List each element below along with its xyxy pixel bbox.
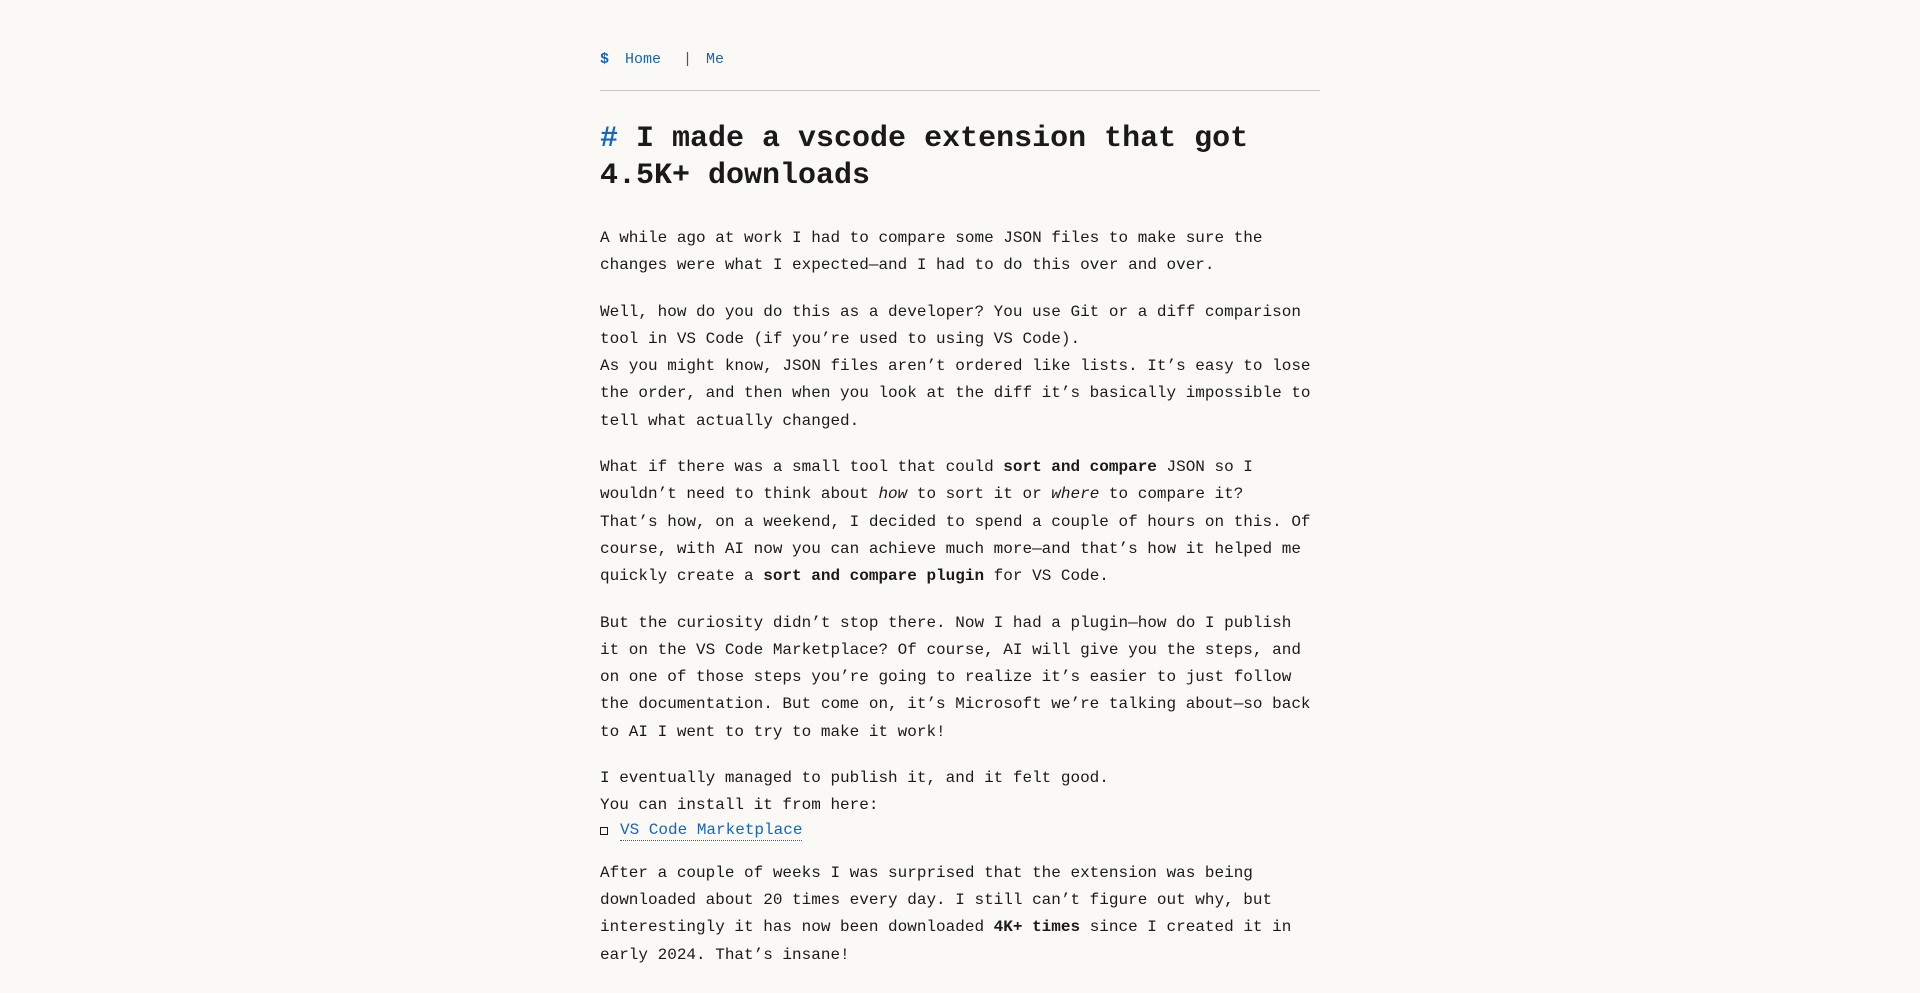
paragraph-diff-line2: As you might know, JSON files aren’t ordered like lists. It’s easy to lose the order, and then when you look at the diff it’s basically impossible to tell what actually changed. [600, 357, 1311, 430]
text-span: After a couple of weeks I was surprised that the extension was being downloaded about 20 times every day. I still can’t figure out why, but interestingly it has now been downloaded [600, 863, 1273, 937]
bold-text: 4K+ times [993, 918, 1081, 937]
italic-text: how [878, 485, 908, 504]
text-span: since I created it in early 2024. That’s insane! [600, 918, 1292, 964]
paragraph-diff [600, 299, 1320, 435]
nav-me-link[interactable]: Me [706, 51, 725, 68]
paragraph-publish: But the curiosity didn’t stop there. Now I had a plugin—how do I publish it on the VS Code Marketplace? Of course, AI will give you the steps, and on one of those steps you’re going to realize it’s easier to just follow the documentation. But come on, it’s Microsoft we’re talking about—so back to AI I went to try to make it work! [600, 613, 1311, 741]
title-text: I made a vscode extension that got 4.5K+ downloads [600, 122, 1249, 193]
article-title [600, 121, 1320, 195]
nav-home-link[interactable]: Home [625, 51, 662, 68]
header-divider [600, 90, 1320, 91]
text-span: What if there was a small tool that could [600, 458, 1004, 477]
paragraph-install-line2: You can install it from here: [600, 796, 879, 815]
marketplace-link[interactable]: VS Code Marketplace [620, 820, 803, 839]
paragraph-intro: A while ago at work I had to compare some JSON files to make sure the changes were what I expected—and I had to do this over and over. [600, 229, 1263, 275]
italic-text: where [1051, 485, 1100, 504]
top-nav [600, 50, 1320, 70]
text-span: to sort it or [907, 485, 1052, 504]
text-span: to compare it? [1099, 485, 1244, 504]
text-span: JSON so I wouldn’t need to think about [600, 458, 1253, 504]
bullet-square-icon [600, 827, 608, 835]
list-item [600, 820, 1320, 841]
title-hash: # [600, 122, 619, 156]
prompt-symbol: $ [600, 51, 610, 68]
paragraph-install-line1: I eventually managed to publish it, and it felt good. [600, 769, 1109, 788]
bold-text: sort and compare plugin [763, 567, 985, 586]
article-body [600, 225, 1320, 969]
text-span: for VS Code. [984, 567, 1109, 586]
bold-text: sort and compare [1003, 458, 1157, 477]
paragraph-idea [600, 454, 1320, 590]
paragraph-downloads [600, 860, 1320, 969]
paragraph-install [600, 765, 1320, 841]
nav-separator: | [683, 51, 693, 68]
paragraph-diff-line1: Well, how do you do this as a developer? You use Git or a diff comparison tool in VS Code (if you’re used to using VS Code). [600, 302, 1301, 348]
text-span: That’s how, on a weekend, I decided to spend a couple of hours on this. Of course, with AI now you can achieve much more—and that’s how it helped me quickly create a [600, 512, 1311, 586]
page [600, 0, 1320, 988]
